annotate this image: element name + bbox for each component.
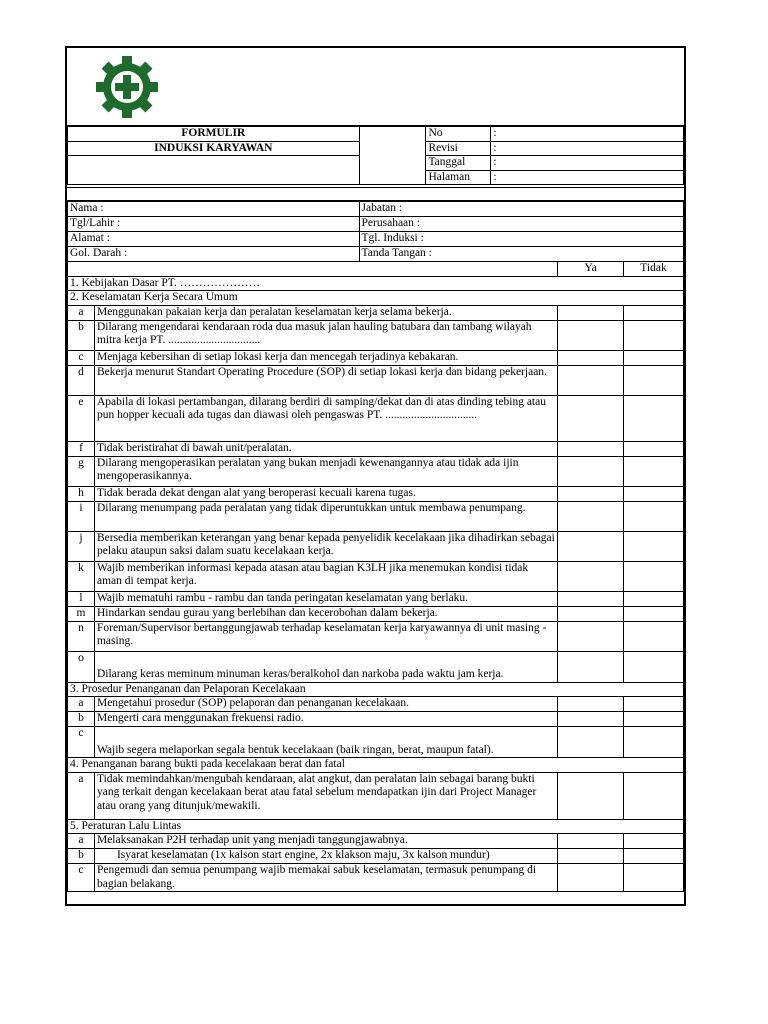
checkbox-tidak[interactable] xyxy=(624,320,684,350)
item-text: Menjaga kebersihan di setiap lokasi kerja dan mencegah terjadinya kebakaran. xyxy=(94,350,557,365)
checkbox-tidak[interactable] xyxy=(624,697,684,712)
item-text: Bersedia memberikan keterangan yang benar kepada penyelidik kecelakaan jika dihadirkan sebagai pelaku ataupun saksi dalam suatu kecelakaan kerja. xyxy=(94,531,557,561)
checkbox-tidak[interactable] xyxy=(624,651,684,682)
checklist-row xyxy=(68,606,684,621)
item-text: Mengetahui prosedur (SOP) pelaporan dan penanganan kecelakaan. xyxy=(94,697,557,712)
meta-value-revisi[interactable]: : xyxy=(491,141,684,156)
checklist-row xyxy=(68,834,684,849)
meta-label-no: No xyxy=(426,127,491,142)
item-text: Dilarang mengendarai kendaraan roda dua masuk jalan hauling batubara dan tambang wilayah mitra kerja PT. ................................ xyxy=(94,320,557,350)
item-letter: d xyxy=(68,365,95,395)
checklist-row xyxy=(68,486,684,501)
field-perusahaan[interactable]: Perusahaan : xyxy=(359,217,683,232)
checkbox-tidak[interactable] xyxy=(624,561,684,591)
item-text: Menggunakan pakaian kerja dan peralatan keselamatan kerja selama bekerja. xyxy=(94,305,557,320)
item-letter: b xyxy=(68,320,95,350)
checkbox-ya[interactable] xyxy=(558,591,624,606)
checkbox-ya[interactable] xyxy=(558,864,624,892)
item-text: Isyarat keselamatan (1x kalson start engine, 2x klakson maju, 3x kalson mundur) xyxy=(94,849,557,864)
checklist-row xyxy=(68,350,684,365)
checkbox-tidak[interactable] xyxy=(624,350,684,365)
checkbox-tidak[interactable] xyxy=(624,864,684,892)
title-blank-cell xyxy=(68,156,360,185)
section-heading: 3. Prosedur Penanganan dan Pelaporan Kecelakaan xyxy=(68,682,684,697)
checklist-row xyxy=(68,712,684,727)
item-letter: a xyxy=(68,697,95,712)
item-letter: n xyxy=(68,621,95,651)
form-header-table xyxy=(67,126,684,185)
checkbox-tidak[interactable] xyxy=(624,606,684,621)
item-letter: g xyxy=(68,456,95,486)
checklist-row xyxy=(68,441,684,456)
item-text: Wajib segera melaporkan segala bentuk kecelakaan (baik ringan, berat, maupun fatal). xyxy=(94,727,557,758)
item-text: Foreman/Supervisor bertanggungjawab terhadap keselamatan kerja karyawannya di unit masing - masing. xyxy=(94,621,557,651)
item-letter: l xyxy=(68,591,95,606)
checklist-row xyxy=(68,864,684,892)
header-blank-cell xyxy=(359,127,426,185)
item-text: Dilarang keras meminum minuman keras/beralkohol dan narkoba pada waktu jam kerja. xyxy=(94,651,557,682)
checklist-row xyxy=(68,305,684,320)
item-letter: o xyxy=(68,651,95,682)
field-gol-darah[interactable]: Gol. Darah : xyxy=(68,247,360,262)
item-letter: c xyxy=(68,864,95,892)
section-2-heading: 2. Keselamatan Kerja Secara Umum xyxy=(68,291,684,306)
header-spacer-row xyxy=(67,187,684,201)
meta-label-revisi: Revisi xyxy=(426,141,491,156)
field-alamat[interactable]: Alamat : xyxy=(68,232,360,247)
field-tgl-lahir[interactable]: Tgl/Lahir : xyxy=(68,217,360,232)
checkbox-tidak[interactable] xyxy=(624,395,684,441)
checkbox-tidak[interactable] xyxy=(624,834,684,849)
checklist-row xyxy=(68,561,684,591)
checklist-row xyxy=(68,591,684,606)
item-letter: f xyxy=(68,441,95,456)
checklist-row xyxy=(68,772,684,819)
checkbox-tidak[interactable] xyxy=(624,486,684,501)
section-heading: 4. Penanganan barang bukti pada kecelakaan berat dan fatal xyxy=(68,758,684,773)
form-title-line1: FORMULIR xyxy=(68,127,360,142)
item-text: Tidak berada dekat dengan alat yang beroperasi kecuali karena tugas. xyxy=(94,486,557,501)
item-text: Bekerja menurut Standart Operating Procedure (SOP) di setiap lokasi kerja dan bidang pekerjaan. xyxy=(94,365,557,395)
checkbox-tidak[interactable] xyxy=(624,531,684,561)
item-letter: a xyxy=(68,305,95,320)
checklist-row xyxy=(68,365,684,395)
item-letter: a xyxy=(68,772,95,819)
checkbox-tidak[interactable] xyxy=(624,849,684,864)
item-letter: h xyxy=(68,486,95,501)
field-jabatan[interactable]: Jabatan : xyxy=(359,202,683,217)
checkbox-ya[interactable] xyxy=(558,395,624,441)
checkbox-tidak[interactable] xyxy=(624,501,684,531)
item-letter: a xyxy=(68,834,95,849)
checkbox-ya[interactable] xyxy=(558,712,624,727)
item-text: Tidak memindahkan/mengubah kendaraan, alat angkut, dan peralatan lain sebagai barang bukti yang terkait dengan kecelakaan berat atau fatal sebelum mendapatkan ijin dari Project Manager atau orang yang ditunjuk/mewakili. xyxy=(94,772,557,819)
checkbox-ya[interactable] xyxy=(558,320,624,350)
checkbox-ya[interactable] xyxy=(558,561,624,591)
item-letter: k xyxy=(68,561,95,591)
item-letter: c xyxy=(68,727,95,758)
checkbox-tidak[interactable] xyxy=(624,365,684,395)
item-text: Dilarang menumpang pada peralatan yang tidak diperuntukkan untuk membawa penumpang. xyxy=(94,501,557,531)
checklist-row xyxy=(68,531,684,561)
induction-form-sheet xyxy=(65,46,686,906)
logo-area xyxy=(67,48,684,127)
item-letter: i xyxy=(68,501,95,531)
meta-value-no[interactable]: : xyxy=(491,127,684,142)
checkbox-ya[interactable] xyxy=(558,365,624,395)
checklist-row xyxy=(68,727,684,758)
checkbox-ya[interactable] xyxy=(558,350,624,365)
field-tanda-tangan[interactable]: Tanda Tangan : xyxy=(359,247,683,262)
checkbox-ya[interactable] xyxy=(558,606,624,621)
checkbox-ya[interactable] xyxy=(558,834,624,849)
checklist-row xyxy=(68,456,684,486)
checkbox-ya[interactable] xyxy=(558,441,624,456)
k3-gear-cross-logo xyxy=(91,56,163,118)
checkbox-tidak[interactable] xyxy=(624,712,684,727)
checkbox-tidak[interactable] xyxy=(624,727,684,758)
item-text: Wajib memberikan informasi kepada atasan atau bagian K3LH jika menemukan kondisi tidak aman di tempat kerja. xyxy=(94,561,557,591)
checkbox-ya[interactable] xyxy=(558,486,624,501)
item-letter: e xyxy=(68,395,95,441)
section-heading: 5. Peraturan Lalu Lintas xyxy=(68,819,684,834)
item-letter: c xyxy=(68,350,95,365)
checkbox-tidak[interactable] xyxy=(624,591,684,606)
field-nama[interactable]: Nama : xyxy=(68,202,360,217)
item-letter: j xyxy=(68,531,95,561)
column-header-blank xyxy=(68,262,558,277)
meta-label-halaman: Halaman xyxy=(426,170,491,185)
section-1-heading: 1. Kebijakan Dasar PT. ………………… xyxy=(68,276,684,291)
item-letter: b xyxy=(68,849,95,864)
checkbox-ya[interactable] xyxy=(558,651,624,682)
field-tgl-induksi[interactable]: Tgl. Induksi : xyxy=(359,232,683,247)
checkbox-ya[interactable] xyxy=(558,305,624,320)
form-title-line2: INDUKSI KARYAWAN xyxy=(68,141,360,156)
checkbox-tidak[interactable] xyxy=(624,621,684,651)
item-text: Dilarang mengoperasikan peralatan yang bukan menjadi kewenangannya atau tidak ada ijin mengoperasikannya. xyxy=(94,456,557,486)
checkbox-ya[interactable] xyxy=(558,697,624,712)
checklist-row xyxy=(68,320,684,350)
checklist-row xyxy=(68,621,684,651)
meta-value-halaman[interactable]: : xyxy=(491,170,684,185)
checklist-row xyxy=(68,501,684,531)
item-text: Hindarkan sendau gurau yang berlebihan dan kecerobohan dalam bekerja. xyxy=(94,606,557,621)
checklist-row xyxy=(68,651,684,682)
item-text: Melaksanakan P2H terhadap unit yang menjadi tanggungjawabnya. xyxy=(94,834,557,849)
item-letter: m xyxy=(68,606,95,621)
checkbox-tidak[interactable] xyxy=(624,772,684,819)
item-text: Mengerti cara menggunakan frekuensi radio. xyxy=(94,712,557,727)
checkbox-tidak[interactable] xyxy=(624,441,684,456)
item-text: Tidak beristirahat di bawah unit/peralatan. xyxy=(94,441,557,456)
item-text: Pengemudi dan semua penumpang wajib memakai sabuk keselamatan, termasuk penumpang di bagian belakang. xyxy=(94,864,557,892)
checklist-row xyxy=(68,697,684,712)
checklist-table xyxy=(67,201,684,892)
column-header-ya: Ya xyxy=(558,262,624,277)
meta-label-tanggal: Tanggal xyxy=(426,156,491,171)
checkbox-tidak[interactable] xyxy=(624,305,684,320)
checkbox-ya[interactable] xyxy=(558,531,624,561)
checkbox-ya[interactable] xyxy=(558,501,624,531)
item-text: Wajib mematuhi rambu - rambu dan tanda peringatan keselamatan yang berlaku. xyxy=(94,591,557,606)
checkbox-ya[interactable] xyxy=(558,621,624,651)
item-letter: b xyxy=(68,712,95,727)
column-header-tidak: Tidak xyxy=(624,262,684,277)
meta-value-tanggal[interactable]: : xyxy=(491,156,684,171)
checkbox-ya[interactable] xyxy=(558,849,624,864)
checkbox-ya[interactable] xyxy=(558,772,624,819)
checkbox-ya[interactable] xyxy=(558,456,624,486)
checkbox-ya[interactable] xyxy=(558,727,624,758)
checklist-row xyxy=(68,849,684,864)
checkbox-tidak[interactable] xyxy=(624,456,684,486)
checklist-row xyxy=(68,395,684,441)
item-text: Apabila di lokasi pertambangan, dilarang berdiri di samping/dekat dan di atas dinding tebing atau pun hopper kecuali ada tugas dan diawasi oleh pengaswas PT. ................................ xyxy=(94,395,557,441)
